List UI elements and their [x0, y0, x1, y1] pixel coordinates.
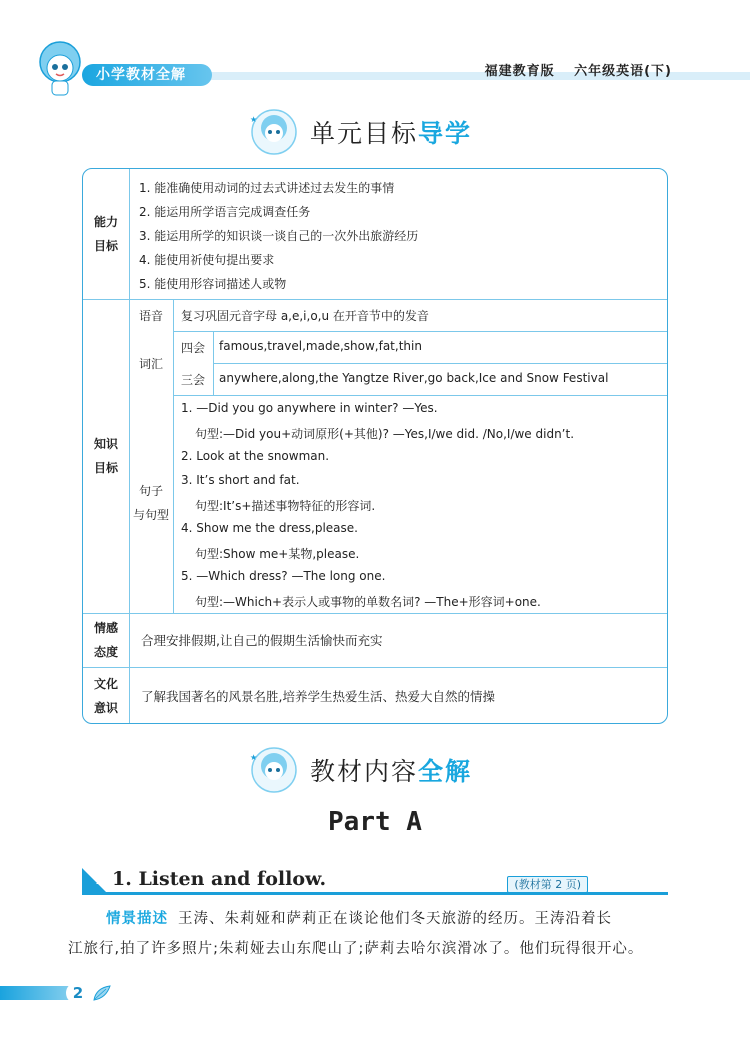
sentence-line: 5. —Which dress? —The long one. [181, 569, 386, 583]
svg-text:★: ★ [250, 753, 258, 762]
page-number: 2 [66, 982, 90, 1004]
sentence-line: 句型:—Which+表示人或事物的单数名词? —The+形容词+one. [195, 595, 541, 609]
publisher-label: 福建教育版 [484, 64, 555, 79]
unit-goals-table [82, 168, 668, 724]
culture-text: 了解我国著名的风景名胜,培养学生热爱生活、热爱大自然的情操 [141, 689, 495, 704]
leaf-icon [92, 984, 112, 1002]
sentences-label: 句子 与句型 [132, 484, 169, 522]
mascot-badge-icon [244, 108, 304, 156]
pronunciation-label: 语音 [138, 309, 163, 323]
section-title: 教材内容全解 [310, 757, 473, 786]
vocab-four-label: 四会 [180, 341, 205, 355]
scene-description: 情景描述 王涛、朱莉娅和萨莉正在谈论他们冬天旅游的经历。王涛沿着长 [106, 911, 612, 927]
vocab-three-label: 三会 [180, 373, 205, 387]
section-title: 单元目标导学 [310, 119, 473, 148]
section-heading-content [244, 746, 514, 794]
ability-item: 1. 能准确使用动词的过去式讲述过去发生的事情 [139, 181, 395, 195]
emotion-text: 合理安排假期,让自己的假期生活愉快而充实 [141, 633, 383, 648]
ability-item: 2. 能运用所学语言完成调查任务 [139, 205, 311, 219]
textbook-page-ref: (教材第 2 页) [507, 876, 588, 893]
section-heading-goals [244, 108, 514, 156]
ability-item: 5. 能使用形容词描述人或物 [139, 277, 287, 291]
page-footer [0, 980, 750, 1004]
activity-title: 1. Listen and follow. [112, 868, 327, 890]
ability-label: 能力 目标 [93, 215, 118, 253]
sentence-line: 句型:—Did you+动词原形(+其他)? —Yes,I/we did. /No,I/we didn’t. [195, 427, 575, 441]
knowledge-label: 知识 目标 [93, 437, 118, 475]
ability-item: 3. 能运用所学的知识谈一谈自己的一次外出旅游经历 [139, 229, 419, 243]
grade-label: 六年级英语(下) [574, 64, 672, 79]
header-edition [471, 60, 672, 79]
mascot-badge-icon [244, 746, 304, 794]
pronunciation-text: 复习巩固元音字母 a,e,i,o,u 在开音节中的发音 [181, 309, 429, 323]
emotion-label: 情感 态度 [93, 621, 118, 659]
vocab-four-text: famous,travel,made,show,fat,thin [219, 339, 422, 353]
svg-text:★: ★ [250, 115, 258, 124]
sentence-line: 3. It’s short and fat. [181, 473, 300, 487]
scene-tag: 情景描述 [106, 911, 168, 927]
sentence-line: 4. Show me the dress,please. [181, 521, 358, 535]
activity-heading [82, 868, 668, 894]
vocab-three-text: anywhere,along,the Yangtze River,go back,Ice and Snow Festival [219, 371, 609, 385]
page-header [0, 0, 750, 100]
book-series-label: 小学教材全解 [82, 64, 212, 86]
part-title: Part A [328, 807, 422, 837]
culture-label: 文化 意识 [93, 677, 118, 715]
vocab-label: 词汇 [138, 357, 163, 371]
ability-item: 4. 能使用祈使句提出要求 [139, 253, 275, 267]
sentence-line: 句型:Show me+某物,please. [195, 547, 360, 561]
sentence-line: 2. Look at the snowman. [181, 449, 330, 463]
scene-description-cont: 江旅行,拍了许多照片;朱莉娅去山东爬山了;萨莉去哈尔滨滑冰了。他们玩得很开心。 [68, 941, 644, 957]
sentence-line: 句型:It’s+描述事物特征的形容词. [195, 499, 376, 513]
sentence-line: 1. —Did you go anywhere in winter? —Yes. [181, 401, 438, 415]
